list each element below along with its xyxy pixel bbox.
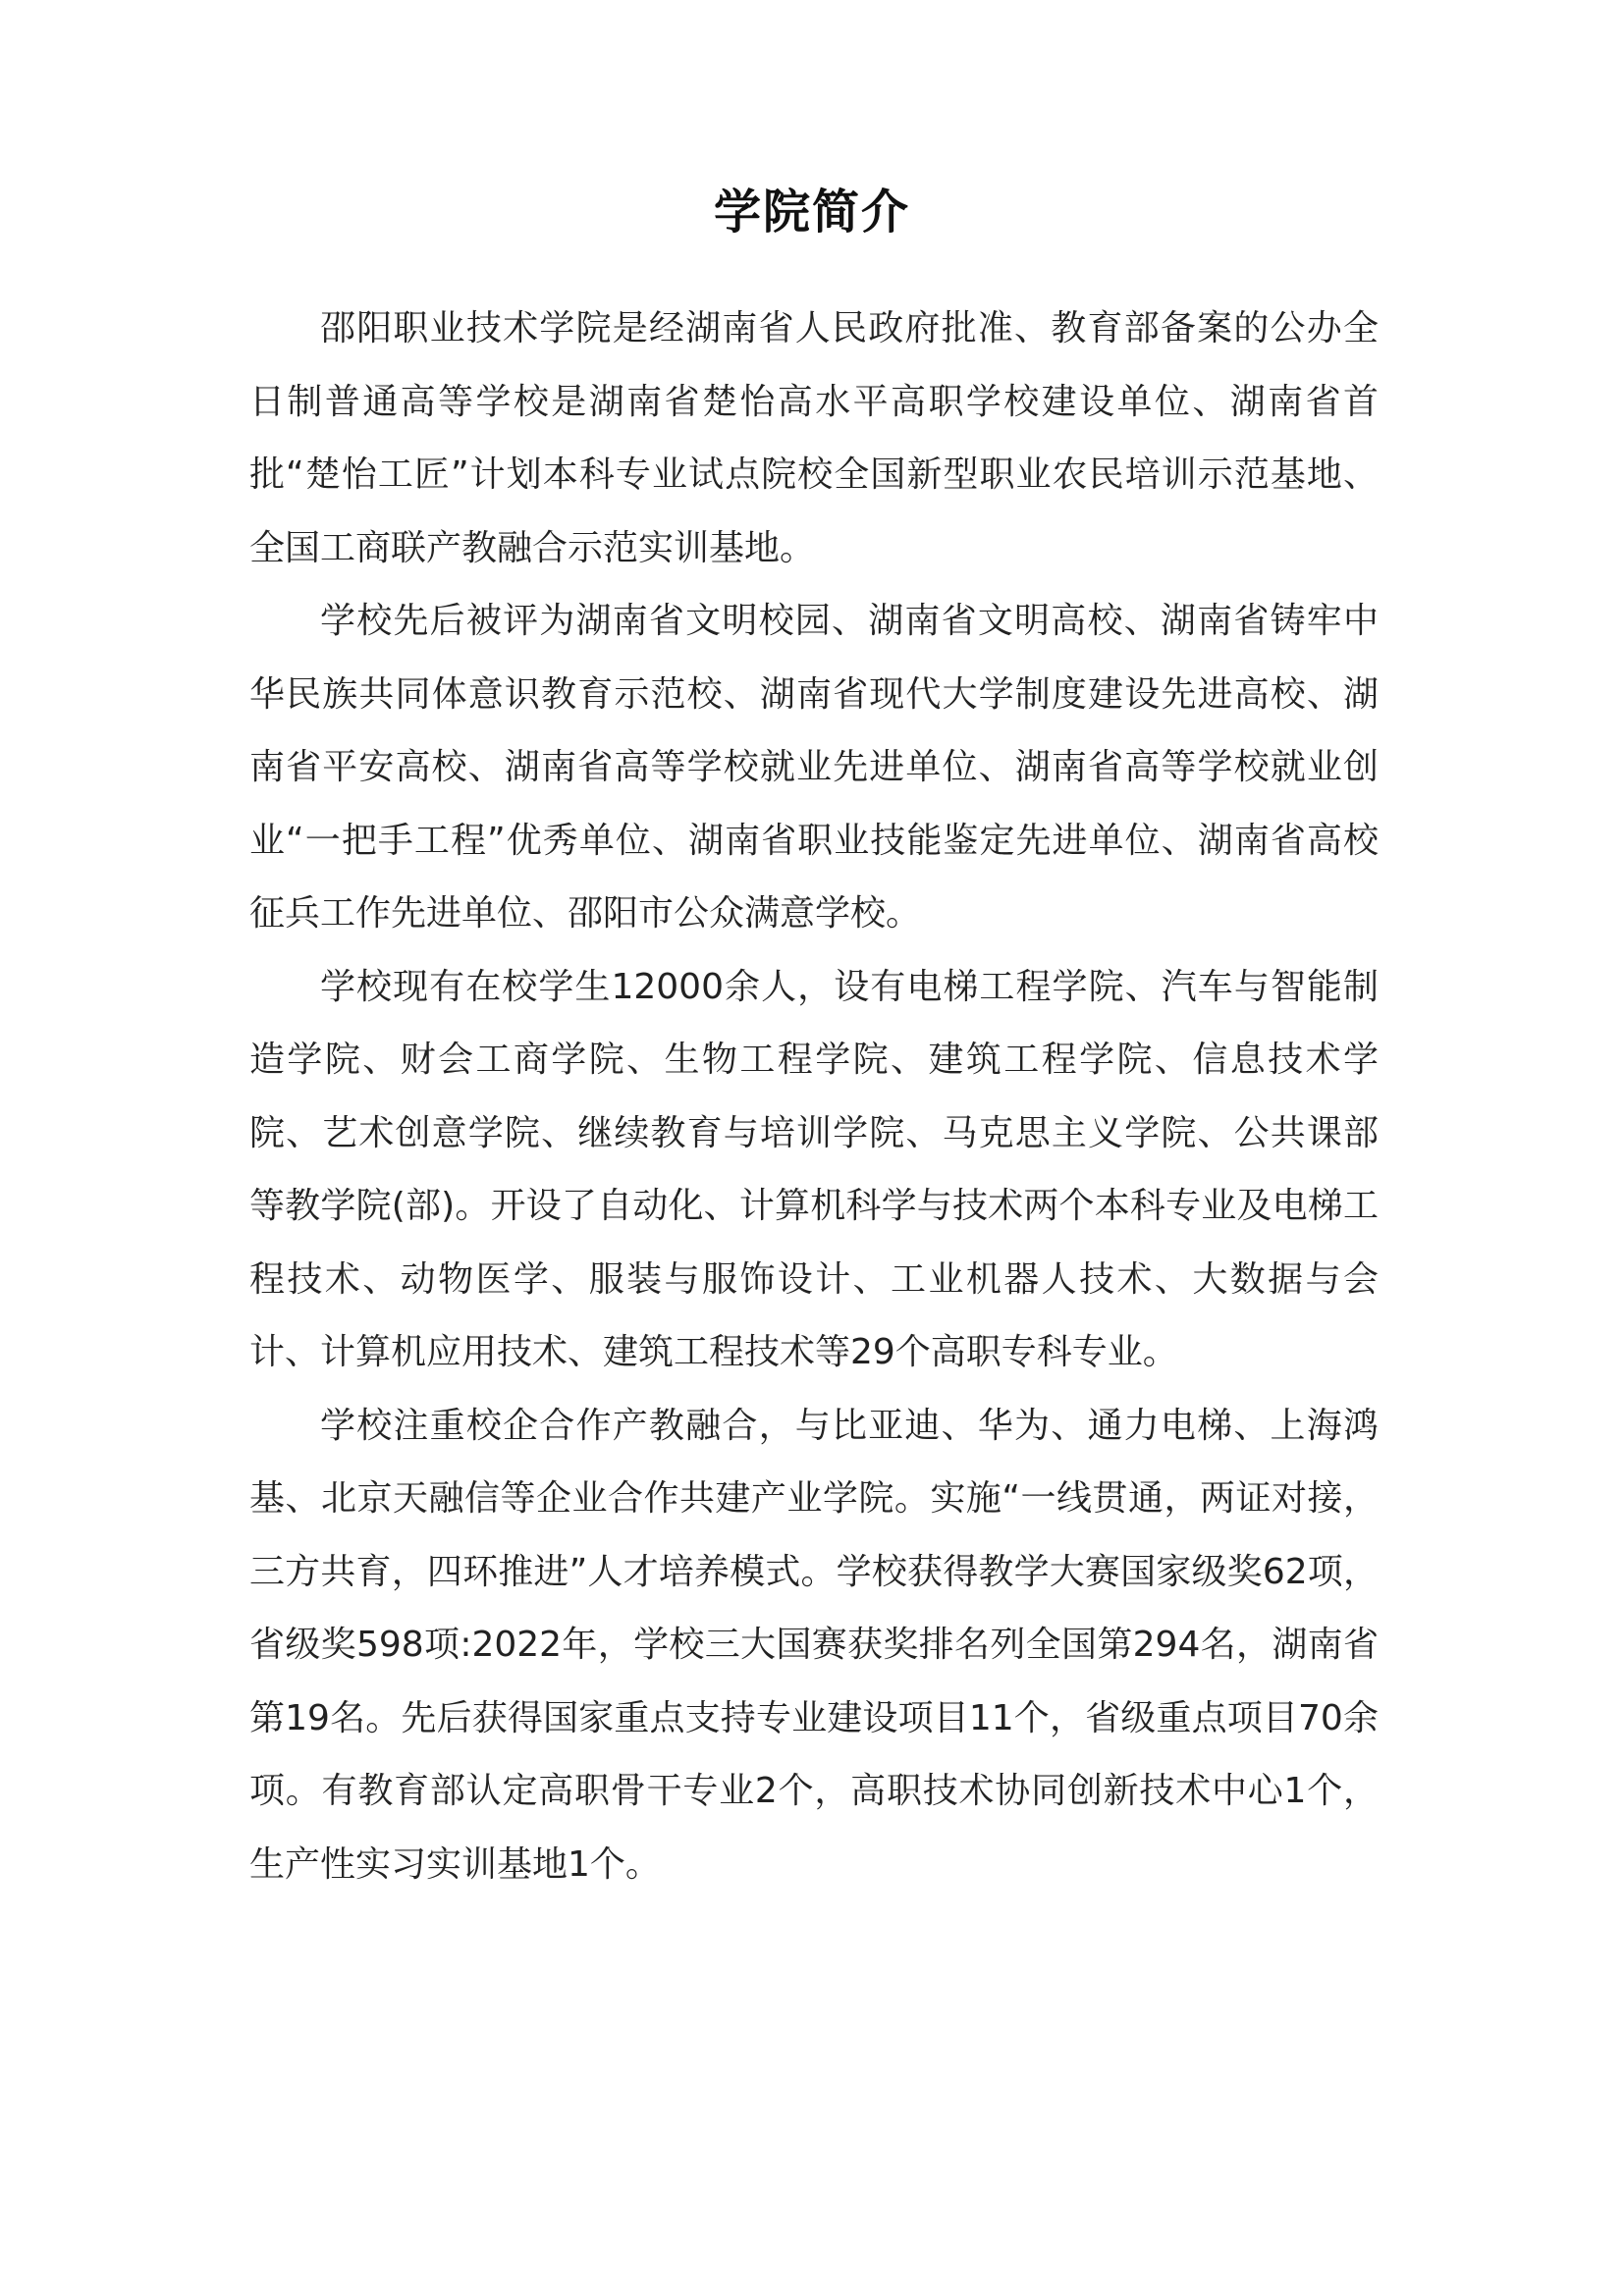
paragraph-honors: 学校先后被评为湖南省文明校园、湖南省文明高校、湖南省铸牢中华民族共同体意识教育示范校、湖南省现代大学制度建设先进高校、湖南省平安高校、湖南省高等学校就业先进单位、湖南省高等学校就业创业“一把手工程”优秀单位、湖南省职业技能鉴定先进单位、湖南省高校征兵工作先进单位、邵阳市公众满意学校。	[249, 601, 1379, 934]
paragraph-schools-majors: 学校现有在校学生12000余人，设有电梯工程学院、汽车与智能制造学院、财会工商学院、生物工程学院、建筑工程学院、信息技术学院、艺术创意学院、继续教育与培训学院、马克思主义学院、公共课部等教学院(部)。开设了自动化、计算机科学与技术两个本科专业及电梯工程技术、动物医学、服装与服饰设计、工业机器人技术、大数据与会计、计算机应用技术、建筑工程技术等29个高职专科专业。	[249, 966, 1379, 1372]
paragraph-cooperation-awards: 学校注重校企合作产教融合，与比亚迪、华为、通力电梯、上海鸿基、北京天融信等企业合作共建产业学院。实施“一线贯通，两证对接，三方共育，四环推进”人才培养模式。学校获得教学大赛国家级奖62项，省级奖598项:2022年，学校三大国赛获奖排名列全国第294名，湖南省第19名。先后获得国家重点支持专业建设项目11个，省级重点项目70余项。有教育部认定高职骨干专业2个，高职技术协同创新技术中心1个，生产性实习实训基地1个。	[249, 1405, 1379, 1885]
paragraph-intro: 邵阳职业技术学院是经湖南省人民政府批准、教育部备案的公办全日制普通高等学校是湖南省楚怡高水平高职学校建设单位、湖南省首批“楚怡工匠”计划本科专业试点院校全国新型职业农民培训示范基地、全国工商联产教融合示范实训基地。	[249, 308, 1379, 568]
document-body	[249, 293, 1379, 1901]
page-title: 学院简介	[713, 185, 910, 240]
